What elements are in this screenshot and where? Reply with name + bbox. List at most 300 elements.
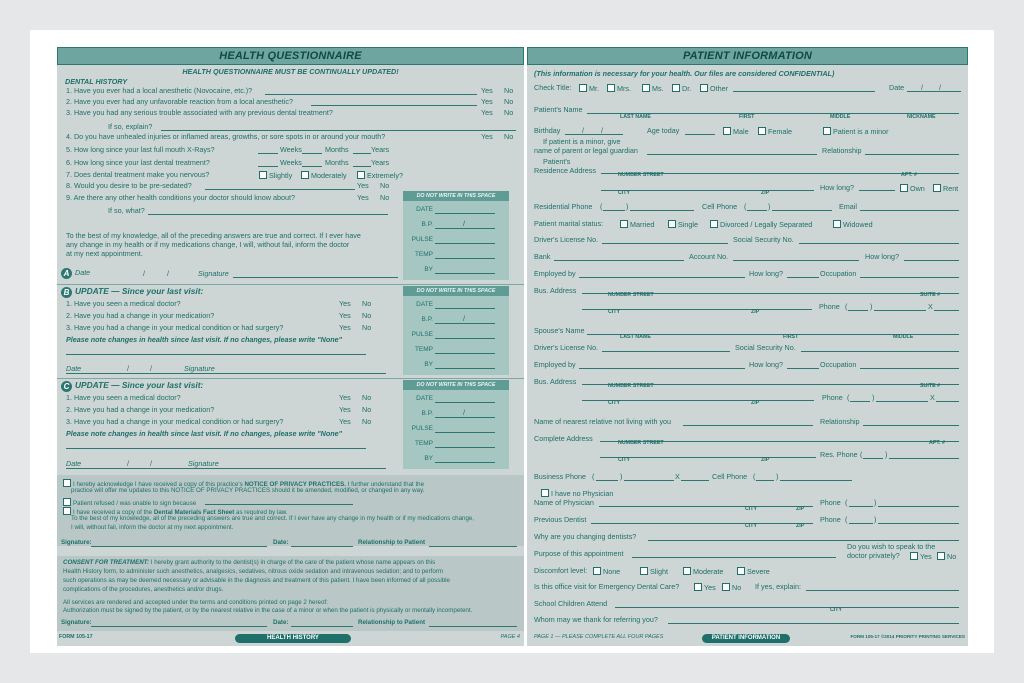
checkbox-icon[interactable] [541, 489, 549, 497]
checkbox-icon[interactable] [301, 171, 309, 179]
age-line[interactable] [685, 134, 715, 135]
question-3-explain-line[interactable] [161, 130, 516, 131]
question-9-what: If so, what? [108, 206, 145, 215]
speak-privately-line-2: doctor privately? [847, 551, 900, 560]
caption-middle: MIDDLE [893, 334, 914, 340]
signature-label-c: Signature [188, 459, 219, 468]
bp-slash: / [463, 314, 465, 323]
title-dr[interactable]: Dr. [672, 84, 691, 92]
health-history-footer-pill: HEALTH HISTORY [235, 634, 351, 643]
checkbox-icon[interactable] [640, 567, 648, 575]
ack-date-line[interactable] [291, 546, 353, 547]
spouse-how-long: How long? [749, 360, 783, 369]
residential-phone-line[interactable] [630, 210, 694, 211]
q1-yes[interactable]: Yes [481, 86, 493, 95]
update-b-q3-yes[interactable]: Yes [339, 323, 351, 332]
paren: ( [847, 393, 850, 402]
marital-divorced[interactable]: Divorced / Legally Separated [710, 220, 812, 228]
q5-weeks-line[interactable] [258, 153, 278, 154]
email-line[interactable] [860, 210, 959, 211]
q8-yes[interactable]: Yes [357, 181, 369, 190]
q4-no[interactable]: No [504, 132, 514, 141]
update-b-q2-yes[interactable]: Yes [339, 311, 351, 320]
ack-fact-sheet-cont: To the best of my knowledge, all of the preceding answers are true and correct. If I ever have any change in my health or if my medications change, [71, 515, 475, 522]
signature-label-a: Signature [198, 269, 229, 278]
consent-line-2: Health History form, to administer such anesthetics, analgesics, sedatives, nitrous oxide sedation and intravenous sedation; and to perform [63, 568, 444, 575]
office-date-line[interactable] [435, 213, 495, 214]
update-b-q3-no[interactable]: No [362, 323, 372, 332]
update-b-notes-line[interactable] [66, 354, 366, 355]
question-8: 8. Would you desire to be pre-sedated? [66, 181, 192, 190]
q3-yes[interactable]: Yes [481, 108, 493, 117]
relative-area-code-line[interactable] [863, 458, 883, 459]
q9-yes[interactable]: Yes [357, 193, 369, 202]
ack-fact-sheet-cont2: I will, without fail, inform the doctor at my next appointment. [71, 524, 234, 531]
caption-number-street: NUMBER STREET [608, 383, 654, 389]
school-label: School Children Attend [534, 599, 608, 608]
q6-months-line[interactable] [302, 166, 322, 167]
signature-a-line[interactable] [233, 277, 398, 278]
caption-last-name: LAST NAME [620, 334, 651, 340]
update-c-q1: 1. Have you seen a medical doctor? [66, 393, 181, 402]
discomfort-label: Discomfort level: [534, 566, 588, 575]
consent-line-3: such operations as may be deemed necessary or advisable in the diagnosis and treatment of this patient. I have been informed of all possible [63, 577, 450, 584]
consent-signature-label: Signature: [61, 619, 92, 626]
nearest-relative-line[interactable] [683, 425, 813, 426]
checkbox-icon[interactable] [668, 220, 676, 228]
title-other-line[interactable] [733, 91, 875, 92]
employment-how-long: How long? [749, 269, 783, 278]
nearest-relationship-label: Relationship [820, 417, 860, 426]
paren: ) [768, 202, 771, 211]
checkbox-icon[interactable] [710, 220, 718, 228]
q6-weeks-line[interactable] [258, 166, 278, 167]
date-slash: / [150, 364, 152, 373]
cell-phone-line[interactable] [772, 210, 832, 211]
date-label: Date [889, 83, 905, 92]
discomfort-severe[interactable]: Severe [737, 567, 770, 575]
office-bp-line[interactable] [435, 228, 495, 229]
paren: ) [870, 302, 873, 311]
ack-refused[interactable]: Patient refused / was unable to sign because [63, 498, 196, 507]
paren: ) [874, 498, 877, 507]
paren: ( [845, 515, 848, 524]
q3-no[interactable]: No [504, 108, 514, 117]
checkbox-icon[interactable] [642, 84, 650, 92]
office-bp-line[interactable] [435, 323, 495, 324]
date-slash: / [143, 269, 145, 278]
consent-date-label: Date: [273, 619, 289, 626]
cell-area-code-line[interactable] [747, 210, 767, 211]
relative-bus-extension-line[interactable] [681, 480, 709, 481]
speak-privately-yes[interactable]: Yes [910, 552, 932, 560]
previous-dentist-line[interactable] [591, 523, 813, 524]
bank-line[interactable] [554, 260, 684, 261]
school-line[interactable] [615, 607, 959, 608]
ack-signature-line[interactable] [91, 546, 267, 547]
spouse-bus-address-label: Bus. Address [534, 377, 577, 386]
checkbox-icon[interactable] [683, 567, 691, 575]
paren: ) [626, 202, 629, 211]
nearest-relationship-line[interactable] [863, 425, 959, 426]
guardian-relationship-label: Relationship [822, 146, 862, 155]
date-slash: / [921, 83, 923, 92]
caption-middle: MIDDLE [830, 114, 851, 120]
complete-city-line[interactable] [600, 457, 816, 458]
physician-name-label: Name of Physician [534, 498, 594, 507]
office-pulse-line[interactable] [435, 432, 495, 433]
caption-zip: ZIP [751, 309, 760, 315]
paren: ( [860, 450, 863, 459]
attestation-line-2: any change in my health or if my medications change, I will, without fail, inform the doctor [66, 240, 350, 249]
patient-minor[interactable]: Patient is a minor [823, 127, 889, 135]
office-date-label: DATE [416, 206, 433, 213]
birthday-label: Birthday [534, 126, 561, 135]
relative-cell-label: Cell Phone [712, 472, 748, 481]
office-temp-label: TEMP [414, 346, 433, 353]
question-2-line [311, 105, 477, 106]
update-b-date: Date [66, 364, 82, 373]
bank-how-long-line[interactable] [904, 260, 959, 261]
checkbox-icon[interactable] [700, 84, 708, 92]
q5-years: Years [371, 145, 390, 154]
drivers-license-label: Driver's License No. [534, 235, 599, 244]
office-by-line[interactable] [435, 273, 495, 274]
sex-female[interactable]: Female [758, 127, 792, 135]
bank-label: Bank [534, 252, 551, 261]
office-date-line[interactable] [435, 308, 495, 309]
consent-date-line[interactable] [291, 626, 353, 627]
checkbox-icon[interactable] [910, 552, 918, 560]
spouse-dl-line[interactable] [602, 351, 730, 352]
caption-first: FIRST [739, 114, 755, 120]
bus-address-label: Bus. Address [534, 286, 577, 295]
checkbox-icon[interactable] [694, 583, 702, 591]
extension-x: X [930, 393, 935, 402]
checkbox-icon[interactable] [722, 583, 730, 591]
drivers-license-line[interactable] [602, 243, 728, 244]
question-5: 5. How long since your last full mouth X-Rays? [66, 145, 215, 154]
date-slash: / [167, 269, 169, 278]
bp-slash: / [463, 219, 465, 228]
circle-c-icon: C [61, 381, 72, 392]
update-c-q2-no[interactable]: No [362, 405, 372, 414]
office-by-label: BY [424, 361, 433, 368]
title-ms[interactable]: Ms. [642, 84, 664, 92]
marital-married[interactable]: Married [620, 220, 654, 228]
checkbox-icon[interactable] [607, 84, 615, 92]
question-3-explain: If so, explain? [108, 122, 153, 131]
bank-how-long: How long? [865, 252, 899, 261]
office-by-line[interactable] [435, 368, 495, 369]
signature-label-b: Signature [184, 364, 215, 373]
office-temp-label: TEMP [414, 251, 433, 258]
residential-phone-label: Residential Phone [534, 202, 593, 211]
residence-own[interactable]: Own [900, 184, 925, 192]
paren: ) [885, 450, 888, 459]
cell-phone-label: Cell Phone [702, 202, 738, 211]
caption-suite: SUITE # [920, 292, 941, 298]
office-by-label: BY [424, 455, 433, 462]
date-line[interactable] [907, 91, 961, 92]
res-phone-label: Res. Phone [820, 450, 858, 459]
spouse-ssn-line[interactable] [801, 351, 959, 352]
emergency-explain-label: If yes, explain: [755, 582, 801, 591]
q7-slightly[interactable]: Slightly [259, 171, 292, 179]
office-date-line[interactable] [435, 402, 495, 403]
why-changing-line[interactable] [648, 540, 959, 541]
q5-months-line[interactable] [302, 153, 322, 154]
spouse-phone-label: Phone [822, 393, 843, 402]
ack-fact-sheet[interactable]: I have received a copy of the Dental Materials Fact Sheet as required by law. [63, 507, 288, 516]
office-use-title: DO NOT WRITE IN THIS SPACE [403, 380, 509, 390]
q4-yes[interactable]: Yes [481, 132, 493, 141]
checkbox-icon[interactable] [833, 220, 841, 228]
emergency-explain-line[interactable] [806, 590, 959, 591]
patient-information-page [527, 47, 968, 646]
office-temp-line[interactable] [435, 353, 495, 354]
checkbox-icon[interactable] [758, 127, 766, 135]
checkbox-icon[interactable] [259, 171, 267, 179]
relative-cell-line[interactable] [780, 480, 852, 481]
office-temp-line[interactable] [435, 258, 495, 259]
purpose-line[interactable] [632, 557, 836, 558]
divider [57, 378, 524, 379]
checkbox-icon[interactable] [933, 184, 941, 192]
checkbox-icon[interactable] [63, 507, 71, 515]
page-number: PAGE 4 [500, 634, 520, 640]
occupation-label: Occupation [820, 269, 857, 278]
q5-years-line[interactable] [353, 153, 371, 154]
confidential-note: (This information is necessary for your health. Our files are considered CONFIDENTIAL) [534, 69, 835, 78]
dentist-area-code-line[interactable] [849, 523, 873, 524]
signature-c-line[interactable] [66, 468, 386, 469]
checkbox-icon[interactable] [900, 184, 908, 192]
marital-single[interactable]: Single [668, 220, 698, 228]
office-bp-label: B.P. [421, 221, 433, 228]
bus-phone-line[interactable] [874, 310, 926, 311]
office-use-box-c [403, 380, 509, 469]
ack-privacy[interactable]: I hereby acknowledge I have received a copy of this practice's NOTICE OF PRIVACY PRACTICES. I further understand that the [63, 479, 424, 488]
date-slash: / [150, 459, 152, 468]
residential-area-code-line[interactable] [603, 210, 625, 211]
checkbox-icon[interactable] [620, 220, 628, 228]
office-pulse-line[interactable] [435, 338, 495, 339]
ack-date-label: Date: [273, 539, 289, 546]
marital-widowed[interactable]: Widowed [833, 220, 873, 228]
form-copyright: FORM 105-17 ©2014 PRIORITY PRINTING SERVICES [850, 634, 965, 639]
relative-bus-phone-line[interactable] [624, 480, 674, 481]
spouse-occupation-line[interactable] [860, 368, 959, 369]
discomfort-slight[interactable]: Slight [640, 567, 668, 575]
question-2: 2. Have you ever had any unfavorable reaction from a local anesthetic? [66, 97, 293, 106]
residence-rent[interactable]: Rent [933, 184, 958, 192]
spouse-phone-line[interactable] [876, 401, 928, 402]
q7-extremely[interactable]: Extremely? [357, 171, 403, 179]
relative-phone-line[interactable] [889, 458, 959, 459]
paren: ( [753, 472, 756, 481]
discomfort-moderate[interactable]: Moderate [683, 567, 723, 575]
spouse-name-label: Spouse's Name [534, 326, 585, 335]
spouse-employed-line[interactable] [579, 368, 745, 369]
residence-city-line[interactable] [601, 190, 814, 191]
caption-apt: APT. # [901, 172, 917, 178]
ack-relationship-line[interactable] [429, 546, 517, 547]
signature-b-line[interactable] [66, 373, 386, 374]
question-1: 1. Have you ever had a local anesthetic (Novocaine, etc.)? [66, 86, 253, 95]
physician-phone-line[interactable] [878, 506, 959, 507]
question-9-what-line[interactable] [148, 214, 388, 215]
spouse-how-long-line[interactable] [787, 368, 819, 369]
emergency-label: Is this office visit for Emergency Dental Care? [534, 582, 680, 591]
update-b-q2: 2. Have you had a change in your medication? [66, 311, 215, 320]
office-use-box-b [403, 286, 509, 375]
residence-label-1: Patient's [543, 157, 571, 166]
referring-line[interactable] [668, 623, 959, 624]
question-9: 9. Are there any other health conditions your doctor should know about? [66, 193, 295, 202]
checkbox-icon[interactable] [937, 552, 945, 560]
consent-line-1: CONSENT FOR TREATMENT: I hereby grant authority to the dentist(s) in charge of the care of the patient whose name appears on this [63, 559, 436, 566]
occupation-line[interactable] [860, 277, 959, 278]
paren: ( [845, 498, 848, 507]
caption-city: CITY [830, 607, 843, 613]
guardian-relationship-line[interactable] [865, 154, 959, 155]
update-c-heading: C UPDATE — Since your last visit: [61, 381, 203, 392]
spouse-ssn-label: Social Security No. [735, 343, 796, 352]
checkbox-icon[interactable] [357, 171, 365, 179]
update-c-notes-line[interactable] [66, 448, 366, 449]
physician-area-code-line[interactable] [849, 506, 873, 507]
update-b-q1-yes[interactable]: Yes [339, 299, 351, 308]
q2-yes[interactable]: Yes [481, 97, 493, 106]
update-b-q3: 3. Have you had a change in your medical condition or had surgery? [66, 323, 284, 332]
update-c-q3-yes[interactable]: Yes [339, 417, 351, 426]
extension-x: X [928, 302, 933, 311]
checkbox-icon[interactable] [672, 84, 680, 92]
checkbox-icon[interactable] [823, 127, 831, 135]
office-temp-line[interactable] [435, 447, 495, 448]
ack-signature-label: Signature: [61, 539, 92, 546]
employment-how-long-line[interactable] [787, 277, 819, 278]
account-line[interactable] [733, 260, 859, 261]
checkbox-icon[interactable] [737, 567, 745, 575]
discomfort-none[interactable]: None [593, 567, 620, 575]
physician-phone-label: Phone [820, 498, 841, 507]
caption-number-street: NUMBER STREET [618, 172, 664, 178]
consent-relationship-line[interactable] [429, 626, 517, 627]
consent-signature-line[interactable] [91, 626, 267, 627]
paren: ( [600, 202, 603, 211]
update-c-q1-yes[interactable]: Yes [339, 393, 351, 402]
caption-zip: ZIP [796, 506, 805, 512]
emergency-yes[interactable]: Yes [694, 583, 716, 591]
employed-by-label: Employed by [534, 269, 576, 278]
date-slash: / [127, 364, 129, 373]
divider [57, 284, 524, 285]
spouse-area-code-line[interactable] [850, 401, 870, 402]
update-b-q2-no[interactable]: No [362, 311, 372, 320]
sex-male[interactable]: Male [723, 127, 749, 135]
checkbox-icon[interactable] [723, 127, 731, 135]
physician-name-line[interactable] [599, 506, 813, 507]
caption-apt: APT. # [929, 440, 945, 446]
update-c-q2-yes[interactable]: Yes [339, 405, 351, 414]
office-bp-line[interactable] [435, 417, 495, 418]
update-b-heading: B UPDATE — Since your last visit: [61, 287, 203, 298]
checkbox-icon[interactable] [63, 479, 71, 487]
residence-label-2: Residence Address [534, 166, 596, 175]
q5-weeks: Weeks [280, 145, 302, 154]
minor-guardian-line-2: name of parent or legal guardian [534, 146, 638, 155]
complete-address-label: Complete Address [534, 434, 593, 443]
spouse-dl-label: Driver's License No. [534, 343, 599, 352]
office-by-line[interactable] [435, 462, 495, 463]
spouse-extension-line[interactable] [936, 401, 959, 402]
q2-no[interactable]: No [504, 97, 514, 106]
birthday-line[interactable] [565, 134, 623, 135]
no-physician[interactable]: I have no Physician [541, 489, 613, 497]
q1-no[interactable]: No [504, 86, 514, 95]
bp-slash: / [463, 408, 465, 417]
consent-line-5: All services are rendered and accepted under the terms and conditions printed on page 2 hereof: [63, 599, 328, 606]
q8-no[interactable]: No [380, 181, 390, 190]
ssn-label: Social Security No. [733, 235, 794, 244]
update-c-q1-no[interactable]: No [362, 393, 372, 402]
q6-years: Years [371, 158, 390, 167]
office-pulse-line[interactable] [435, 243, 495, 244]
bus-extension-line[interactable] [934, 310, 959, 311]
attestation-line-3: at my next appointment. [66, 249, 143, 258]
bus-area-code-line[interactable] [848, 310, 868, 311]
paren: ) [776, 472, 779, 481]
relative-cell-area-code-line[interactable] [756, 480, 774, 481]
speak-privately-no[interactable]: No [937, 552, 956, 560]
form-number: FORM 105-17 [59, 634, 93, 640]
q6-weeks: Weeks [280, 158, 302, 167]
paren: ( [845, 302, 848, 311]
guardian-name-line[interactable] [647, 154, 817, 155]
business-phone-label: Business Phone [534, 472, 586, 481]
checkbox-icon[interactable] [579, 84, 587, 92]
q9-no[interactable]: No [380, 193, 390, 202]
subtitle: HEALTH QUESTIONNAIRE MUST BE CONTINUALLY UPDATED! [182, 67, 399, 76]
q7-moderately[interactable]: Moderately [301, 171, 347, 179]
dentist-phone-line[interactable] [878, 523, 959, 524]
checkbox-icon[interactable] [593, 567, 601, 575]
marital-status-label: Patient marital status: [534, 219, 604, 228]
employed-by-line[interactable] [579, 277, 745, 278]
title-other[interactable]: Other [700, 84, 728, 92]
update-c-q2: 2. Have you had a change in your medication? [66, 405, 215, 414]
caption-zip: ZIP [761, 190, 770, 196]
update-c-q3-no[interactable]: No [362, 417, 372, 426]
emergency-no[interactable]: No [722, 583, 741, 591]
q6-months: Months [325, 158, 349, 167]
spouse-occupation-label: Occupation [820, 360, 857, 369]
title-mrs[interactable]: Mrs. [607, 84, 631, 92]
question-3: 3. Have you had any serious trouble associated with any previous dental treatment? [66, 108, 333, 117]
q6-years-line[interactable] [353, 166, 371, 167]
residence-how-long-line[interactable] [859, 190, 895, 191]
relative-bus-area-code-line[interactable] [596, 480, 618, 481]
office-use-title: DO NOT WRITE IN THIS SPACE [403, 191, 509, 201]
checkbox-icon[interactable] [63, 498, 71, 506]
ack-refused-line[interactable] [205, 504, 353, 505]
update-b-q1-no[interactable]: No [362, 299, 372, 308]
ssn-line[interactable] [799, 243, 959, 244]
update-b-q1: 1. Have you seen a medical doctor? [66, 299, 181, 308]
title-mr[interactable]: Mr. [579, 84, 599, 92]
